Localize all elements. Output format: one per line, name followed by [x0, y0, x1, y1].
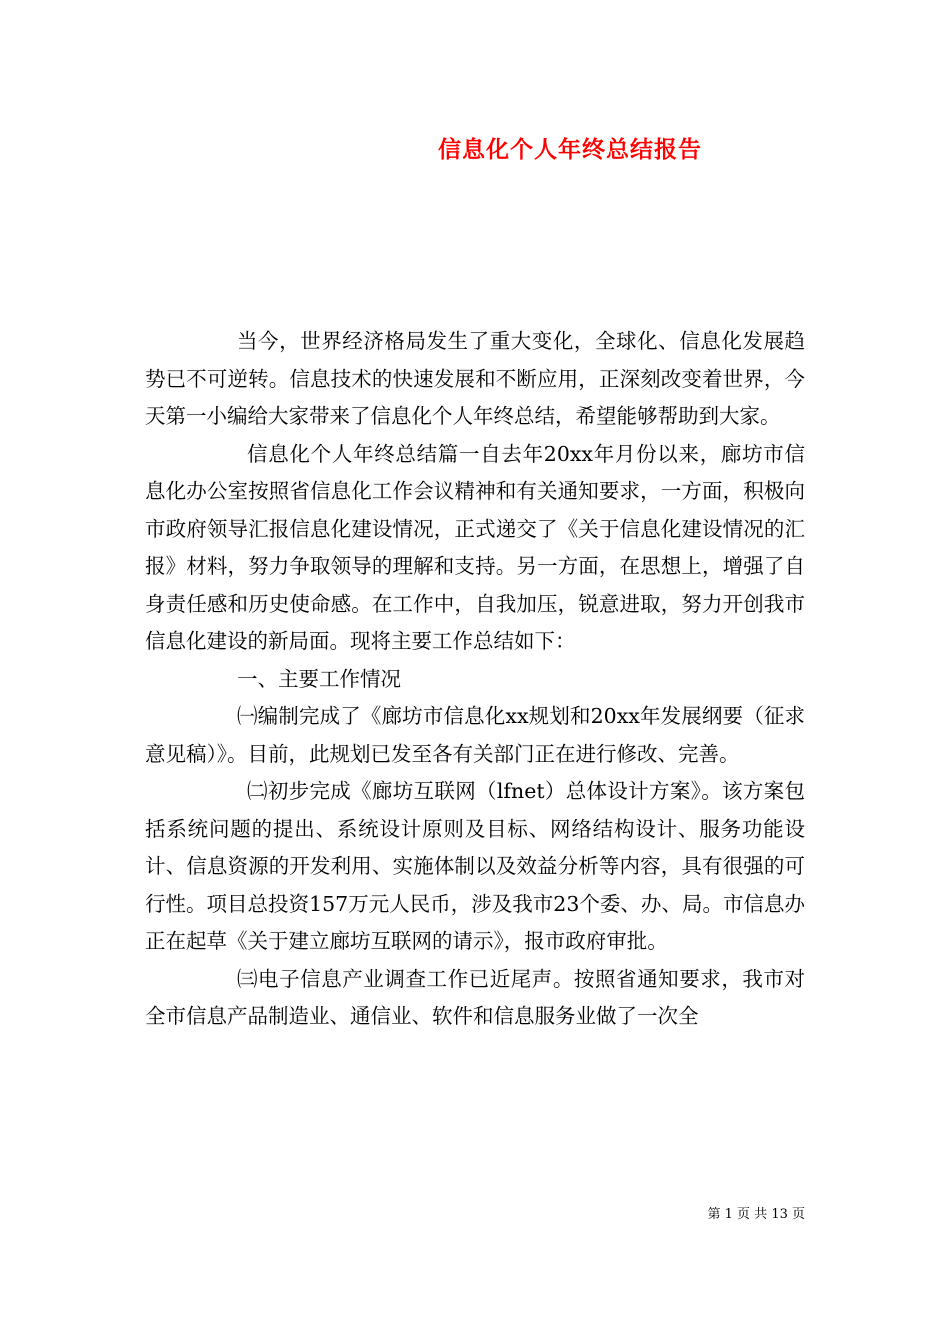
paragraph-part-one: 信息化个人年终总结篇一自去年20xx年月份以来，廊坊市信息化办公室按照省信息化工作会议精神和有关通知要求，一方面，积极向市政府领导汇报信息化建设情况，正式递交了《关于信息化建设情况的汇报》材料，努力争取领导的理解和支持。另一方面，在思想上，增强了自身责任感和历史使命感。在工作中，自我加压，锐意进取，努力开创我市信息化建设的新局面。现将主要工作总结如下： [145, 441, 805, 653]
section-heading: 一、主要工作情况 [237, 666, 401, 691]
paragraph-item-1: ㈠编制完成了《廊坊市信息化xx规划和20xx年发展纲要（征求意见稿）》。目前，此规划已发至各有关部门正在进行修改、完善。 [145, 704, 805, 766]
paragraph-intro: 当今，世界经济格局发生了重大变化，全球化、信息化发展趋势已不可逆转。信息技术的快速发展和不断应用，正深刻改变着世界，今天第一小编给大家带来了信息化个人年终总结，希望能够帮助到大家。 [145, 329, 805, 428]
page-number-footer: 第 1 页 共 13 页 [707, 1207, 805, 1222]
document-title: 信息化个人年终总结报告 [438, 136, 702, 163]
document-body [145, 323, 805, 1036]
paragraph-item-3: ㈢电子信息产业调查工作已近尾声。按照省通知要求，我市对全市信息产品制造业、通信业、软件和信息服务业做了一次全 [145, 966, 805, 1028]
paragraph-item-2: ㈡初步完成《廊坊互联网（lfnet）总体设计方案》。该方案包括系统问题的提出、系统设计原则及目标、网络结构设计、服务功能设计、信息资源的开发利用、实施体制以及效益分析等内容，具有很强的可行性。项目总投资157万元人民币，涉及我市23个委、办、局。市信息办正在起草《关于建立廊坊互联网的请示》，报市政府审批。 [145, 779, 805, 953]
